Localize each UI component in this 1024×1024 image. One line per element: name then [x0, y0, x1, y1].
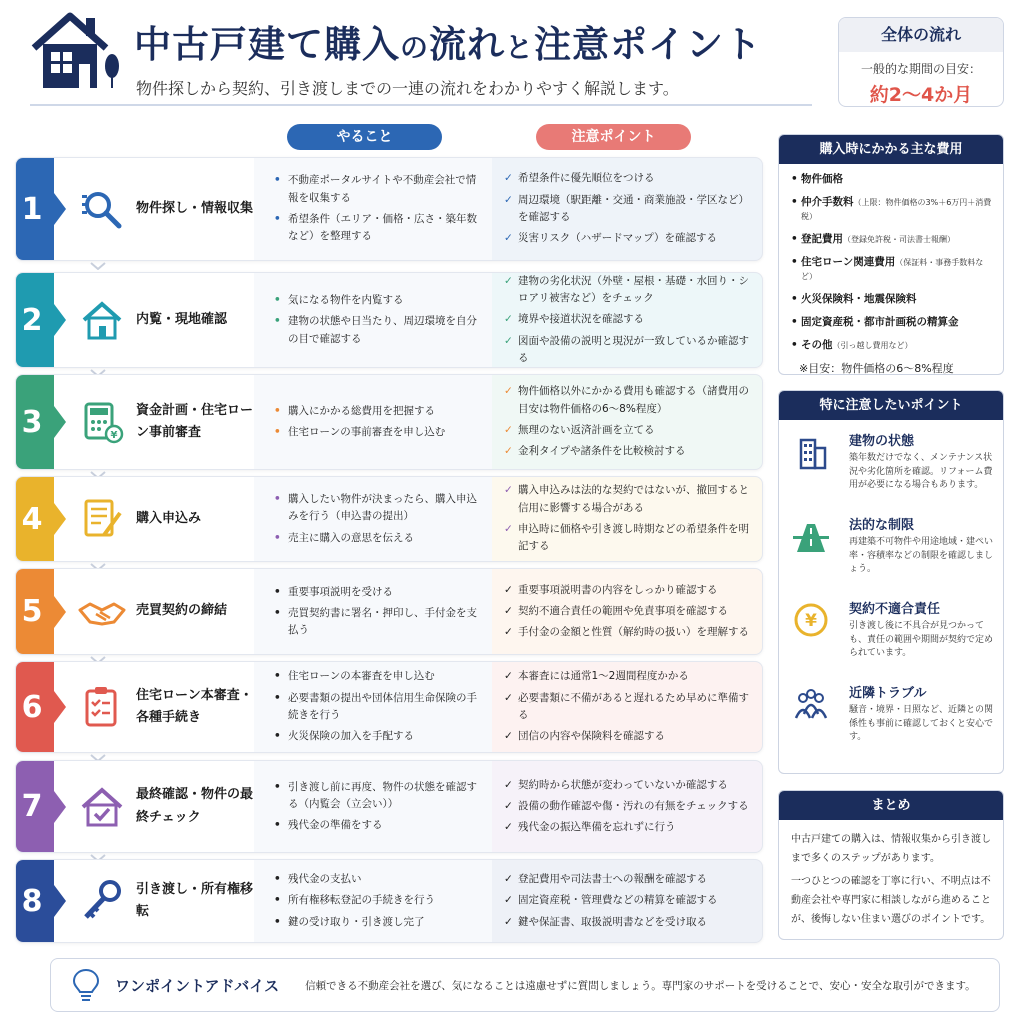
todo-item: • 希望条件（エリア・価格・広さ・築年数など）を整理する — [274, 211, 484, 246]
todo-item: • 残代金の準備をする — [274, 817, 484, 834]
todo-item: • 気になる物件を内覧する — [274, 292, 484, 309]
step-number: 1 — [16, 158, 54, 260]
column-header-warn: 注意ポイント — [536, 124, 691, 150]
cost-item-label: 登記費用 — [801, 233, 843, 246]
todo-item: • 購入したい物件が決まったら、購入申込みを行う（申込書の提出） — [274, 491, 484, 526]
todo-item: • 鍵の受け取り・引き渡し完了 — [274, 914, 484, 931]
step-row — [15, 568, 763, 655]
warning-item: ✓ 必要書類に不備があると遅れるため早めに準備する — [504, 690, 756, 725]
column-header-do: やること — [287, 124, 442, 150]
warning-item: ✓ 設備の動作確認や傷・汚れの有無をチェックする — [504, 798, 756, 815]
step-row — [15, 157, 763, 261]
neighbors-icon — [793, 686, 829, 722]
todo-item: • 引き渡し前に再度、物件の状態を確認する（内覧会（立会い）） — [274, 779, 484, 814]
search-icon — [78, 185, 126, 233]
step-name: 最終確認・物件の最終チェック — [136, 787, 254, 825]
todo-item: • 不動産ポータルサイトや不動産会社で情報を収集する — [274, 172, 484, 207]
step-warnings — [492, 273, 762, 367]
key-icon — [78, 877, 126, 925]
step-row — [15, 272, 763, 368]
step-todo — [254, 477, 492, 561]
cost-panel — [778, 134, 1004, 375]
cost-item-label: 固定資産税・都市計画税の精算金 — [801, 315, 959, 328]
cost-item-label: 仲介手数料 — [801, 195, 854, 208]
house-icon — [78, 296, 126, 344]
cost-item-detail: （登録免許税・司法書士報酬） — [843, 235, 955, 245]
step-todo — [254, 375, 492, 469]
point-description: 引き渡し後に不具合が見つかっても、責任の範囲や期間が契約で定められています。 — [849, 621, 994, 658]
point-heading: 近隣トラブル — [849, 686, 927, 701]
step-todo — [254, 158, 492, 260]
todo-item: • 火災保険の加入を手配する — [274, 728, 484, 745]
cost-item-label: 火災保険料・地震保険料 — [801, 293, 917, 306]
step-number: 6 — [16, 662, 54, 752]
point-item — [779, 420, 1003, 504]
cost-item — [791, 338, 993, 353]
warning-item: ✓ 契約時から状態が変わっていないか確認する — [504, 777, 756, 794]
todo-item: • 建物の状態や日当たり、周辺環境を自分の目で確認する — [274, 313, 484, 348]
house-check-icon — [78, 783, 126, 831]
advice-label: ワンポイントアドバイス — [115, 976, 280, 995]
todo-item: • 売主に購入の意思を伝える — [274, 530, 484, 547]
cost-item — [791, 172, 993, 187]
step-number: 7 — [16, 761, 54, 852]
step-todo — [254, 761, 492, 852]
step-number: 8 — [16, 860, 54, 942]
step-number: 4 — [16, 477, 54, 561]
duration-label: 一般的な期間の目安： — [860, 62, 981, 76]
cost-item-label: 住宅ローン関連費用 — [801, 255, 896, 268]
step-name: 売買契約の締結 — [136, 603, 228, 619]
todo-item: • 売買契約書に署名・押印し、手付金を支払う — [274, 605, 484, 640]
svg-text:¥: ¥ — [805, 611, 817, 631]
header-divider — [30, 104, 812, 106]
warning-item: ✓ 重要事項説明書の内容をしっかり確認する — [504, 582, 756, 599]
cost-item-detail: （引っ越し費用など） — [832, 340, 913, 350]
yen-coin-icon — [793, 602, 829, 638]
step-todo — [254, 860, 492, 942]
warning-item: ✓ 鍵や保証書、取扱説明書などを受け取る — [504, 914, 756, 931]
step-name: 資金計画・住宅ローン事前審査 — [136, 402, 254, 440]
summary-panel-title: まとめ — [779, 791, 1003, 820]
warning-item: ✓ 団信の内容や保険料を確認する — [504, 728, 756, 745]
point-heading: 法的な制限 — [849, 518, 915, 533]
cost-item-detail: （上限：物件価格の3%＋6万円＋消費税） — [801, 197, 992, 222]
step-row — [15, 476, 763, 562]
duration-value: 約2～4か月 — [869, 84, 973, 106]
warning-item: ✓ 購入申込みは法的な契約ではないが、撤回すると信用に影響する場合がある — [504, 482, 756, 517]
todo-item: • 住宅ローンの本審査を申し込む — [274, 668, 484, 685]
cost-item — [791, 292, 993, 307]
summary-paragraph: 一つひとつの確認を丁寧に行い、不明点は不動産会社や専門家に相談しながら進めることが、後悔しない住まい選びのポイントです。 — [791, 876, 991, 925]
summary-paragraph: 中古戸建ての購入は、情報収集から引き渡しまで多くのステップがあります。 — [791, 834, 991, 864]
point-heading: 建物の状態 — [849, 434, 915, 449]
point-description: 築年数だけでなく、メンテナンス状況や劣化箇所を確認。リフォーム費用が必要になる場合もあります。 — [849, 453, 993, 490]
step-name: 内覧・現地確認 — [136, 311, 228, 327]
advice-bar — [50, 958, 1000, 1012]
points-panel — [778, 390, 1004, 774]
cost-item-label: 物件価格 — [801, 173, 843, 185]
step-row — [15, 760, 763, 853]
warning-item: ✓ 無理のない返済計画を立てる — [504, 422, 756, 439]
advice-text: 信頼できる不動産会社を選び、気になることは遠慮せずに質問しましょう。専門家のサポートを受けることで、安心・安全な取引ができます。 — [305, 979, 976, 992]
todo-item: • 必要書類の提出や団体信用生命保険の手続きを行う — [274, 690, 484, 725]
warning-item: ✓ 申込時に価格や引き渡し時期などの希望条件を明記する — [504, 521, 756, 556]
step-name: 購入申込み — [136, 510, 202, 526]
step-name: 住宅ローン本審査・各種手続き — [136, 687, 253, 725]
step-todo — [254, 273, 492, 367]
todo-item: • 残代金の支払い — [274, 871, 484, 888]
duration-title: 全体の流れ — [839, 18, 1003, 52]
todo-item: • 住宅ローンの事前審査を申し込む — [274, 424, 484, 441]
cost-note: ※目安：物件価格の6～8%程度 — [799, 362, 954, 375]
warning-item: ✓ 災害リスク（ハザードマップ）を確認する — [504, 230, 756, 247]
warning-item: ✓ 残代金の振込準備を忘れずに行う — [504, 819, 756, 836]
step-todo — [254, 662, 492, 752]
svg-text:¥: ¥ — [110, 430, 118, 441]
cost-list — [779, 164, 1003, 352]
warning-item: ✓ 手付金の金額と性質（解約時の扱い）を理解する — [504, 624, 756, 641]
step-name: 引き渡し・所有権移転 — [136, 881, 254, 919]
chevron-down-icon — [90, 262, 106, 270]
house-logo-icon — [30, 10, 122, 90]
step-warnings — [492, 761, 762, 852]
point-item — [779, 672, 1003, 756]
step-number: 2 — [16, 273, 54, 367]
building-icon — [793, 434, 829, 470]
cost-item — [791, 315, 993, 330]
warning-item: ✓ 周辺環境（駅距離・交通・商業施設・学区など）を確認する — [504, 192, 756, 227]
point-item — [779, 588, 1003, 672]
page-subtitle: 物件探しから契約、引き渡しまでの一連の流れをわかりやすく解説します。 — [136, 79, 679, 98]
clipboard-icon — [78, 683, 126, 731]
point-description: 再建築不可物件や用途地域・建ぺい率・容積率などの制限を確認しましょう。 — [849, 537, 994, 574]
warning-item: ✓ 本審査には通常1～2週間程度かかる — [504, 668, 756, 685]
warning-item: ✓ 契約不適合責任の範囲や免責事項を確認する — [504, 603, 756, 620]
step-row — [15, 661, 763, 753]
summary-panel — [778, 790, 1004, 940]
warning-item: ✓ 固定資産税・管理費などの精算を確認する — [504, 892, 756, 909]
step-row — [15, 859, 763, 943]
step-todo — [254, 569, 492, 654]
step-warnings — [492, 662, 762, 752]
cost-item-detail: （保証料・事務手数料など） — [801, 257, 984, 282]
road-icon — [793, 518, 829, 554]
step-warnings — [492, 860, 762, 942]
warning-item: ✓ 物件価格以外にかかる費用も確認する（諸費用の目安は物件価格の6～8%程度） — [504, 383, 756, 418]
step-warnings — [492, 375, 762, 469]
point-description: 騒音・境界・日照など、近隣との関係性も事前に確認しておくと安心です。 — [849, 705, 994, 742]
form-pen-icon — [78, 495, 126, 543]
duration-box — [838, 17, 1004, 107]
points-list — [779, 420, 1003, 756]
step-number: 3 — [16, 375, 54, 469]
warning-item: ✓ 希望条件に優先順位をつける — [504, 170, 756, 187]
cost-item — [791, 232, 993, 247]
handshake-icon — [78, 588, 126, 636]
step-row — [15, 374, 763, 470]
cost-item — [791, 195, 993, 224]
lightbulb-icon — [71, 967, 101, 1003]
todo-item: • 重要事項説明を受ける — [274, 584, 484, 601]
step-warnings — [492, 569, 762, 654]
cost-item — [791, 255, 993, 284]
todo-item: • 購入にかかる総費用を把握する — [274, 403, 484, 420]
point-heading: 契約不適合責任 — [849, 602, 941, 617]
todo-item: • 所有権移転登記の手続きを行う — [274, 892, 484, 909]
warning-item: ✓ 建物の劣化状況（外壁・屋根・基礎・水回り・シロアリ被害など）をチェック — [504, 273, 756, 308]
page-title: 中古戸建て購入の流れと注意ポイント — [134, 23, 763, 66]
summary-text — [779, 820, 1003, 929]
step-warnings — [492, 477, 762, 561]
warning-item: ✓ 図面や設備の説明と現況が一致しているか確認する — [504, 333, 756, 368]
warning-item: ✓ 境界や接道状況を確認する — [504, 311, 756, 328]
step-name: 物件探し・情報収集 — [136, 200, 254, 216]
points-panel-title: 特に注意したいポイント — [779, 391, 1003, 420]
calculator-icon — [78, 398, 126, 446]
step-number: 5 — [16, 569, 54, 654]
step-warnings — [492, 158, 762, 260]
warning-item: ✓ 金利タイプや諸条件を比較検討する — [504, 443, 756, 460]
cost-item-label: その他 — [801, 338, 833, 351]
cost-panel-title: 購入時にかかる主な費用 — [779, 135, 1003, 164]
warning-item: ✓ 登記費用や司法書士への報酬を確認する — [504, 871, 756, 888]
point-item — [779, 504, 1003, 588]
